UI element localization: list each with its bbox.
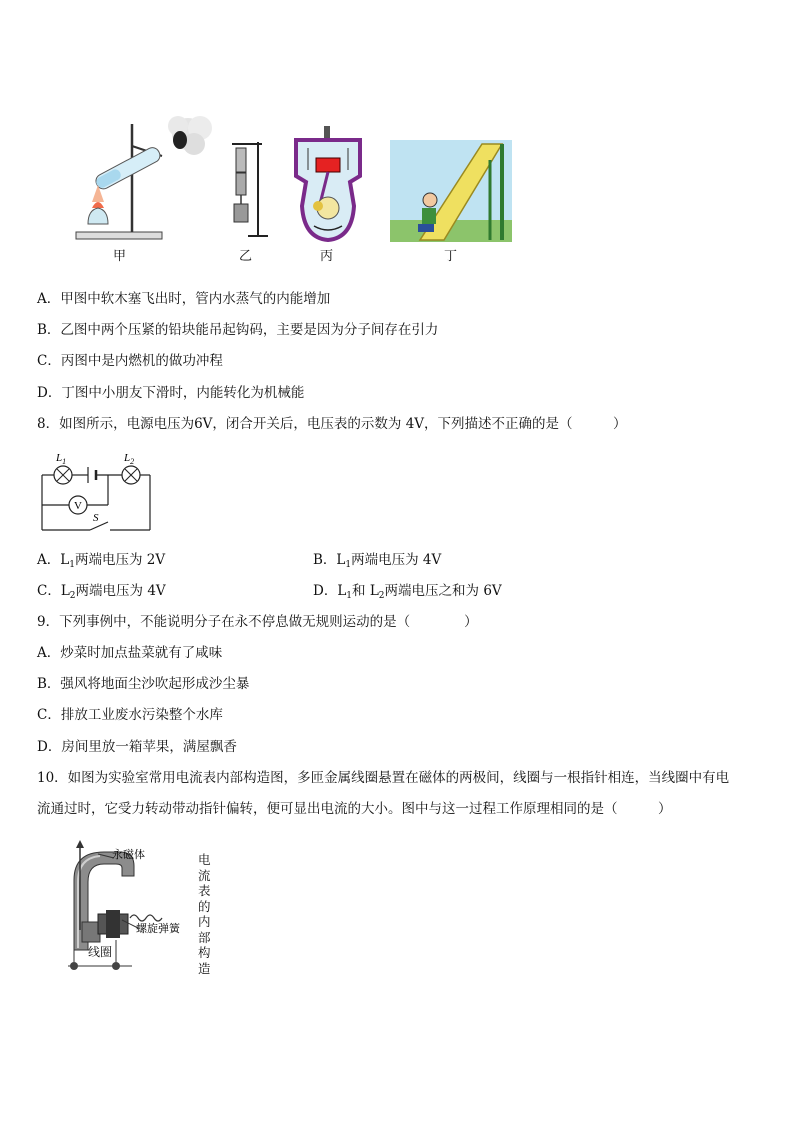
q8-option-a: A．$L_1$两端电压为 2V	[37, 552, 166, 570]
lamp-l1	[54, 466, 72, 484]
caption-yi: 乙	[239, 249, 253, 264]
q10-stem-line2: 流通过时，它受力转动带动指针偏转，便可显出电流的大小。图中与这一过程工作原理相同的是（ ）	[37, 801, 672, 817]
q9-stem: 9．下列事例中，不能说明分子在永不停息做无规则运动的是（ ）	[37, 614, 478, 630]
q9-option-d: D．房间里放一箱苹果，满屋飘香	[37, 739, 237, 755]
ammeter-figure-caption: 电流表的内部构造	[198, 852, 211, 976]
l2-label: $L_2$	[124, 452, 135, 466]
q9-option-c: C．排放工业废水污染整个水库	[37, 707, 223, 723]
caption-bing: 丙	[320, 249, 334, 264]
lamp-l2	[122, 466, 140, 484]
label-permanent-magnet: 永磁体	[112, 848, 145, 861]
figure-bing-engine	[290, 126, 366, 244]
switch-label: S	[93, 512, 99, 524]
ammeter-internal-figure	[60, 840, 195, 975]
q7-option-a: A．甲图中软木塞飞出时，管内水蒸气的内能增加	[37, 291, 331, 307]
q7-option-c: C．丙图中是内燃机的做功冲程	[37, 353, 223, 369]
caption-jia: 甲	[113, 249, 127, 264]
q8-circuit-diagram	[38, 448, 156, 536]
q8-option-d: D．$L_1$和 $L_2$两端电压之和为 6V	[313, 583, 502, 601]
figure-jia-test-tube	[70, 110, 220, 245]
q8-option-b: B．$L_1$两端电压为 4V	[313, 552, 442, 570]
figure-ding-slide	[390, 140, 512, 242]
q9-option-a: A．炒菜时加点盐菜就有了咸味	[37, 645, 223, 661]
q8-stem: 8．如图所示，电源电压为6V，闭合开关后，电压表的示数为 4V，下列描述不正确的是（ ）	[37, 416, 627, 432]
q8-option-c: C．$L_2$两端电压为 4V	[37, 583, 166, 601]
q7-option-b: B．乙图中两个压紧的铅块能吊起钩码，主要是因为分子间存在引力	[37, 322, 439, 338]
q7-option-d: D．丁图中小朋友下滑时，内能转化为机械能	[37, 385, 305, 401]
figure-yi-lead-blocks	[222, 138, 272, 243]
q9-option-b: B．强风将地面尘沙吹起形成沙尘暴	[37, 676, 250, 692]
label-coil: 线圈	[88, 945, 113, 959]
label-spiral-spring: 螺旋弹簧	[136, 922, 180, 935]
voltmeter-label: V	[74, 500, 82, 512]
q10-stem-line1: 10．如图为实验室常用电流表内部构造图，多匝金属线圈悬置在磁体的两极间，线圈与一根指针相连，当线圈中有电	[37, 770, 730, 786]
caption-ding: 丁	[444, 249, 458, 264]
l1-label: $L_1$	[56, 452, 67, 466]
